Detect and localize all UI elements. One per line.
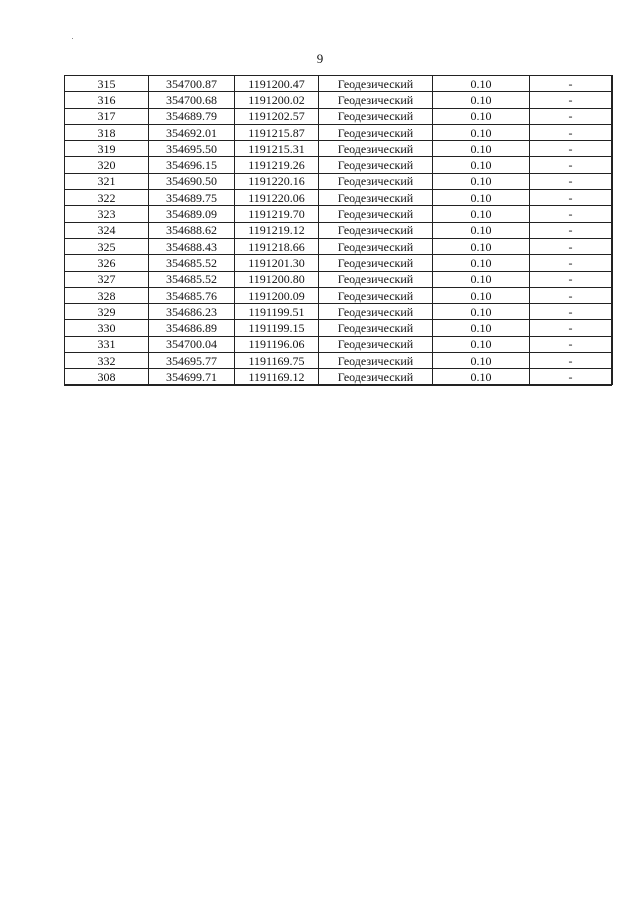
cell-note: - (530, 336, 612, 352)
table-row (65, 190, 612, 206)
cell-y-coordinate: 1191169.12 (235, 369, 319, 385)
cell-note: - (530, 92, 612, 108)
cell-method: Геодезический (319, 320, 433, 336)
cell-y-coordinate: 1191169.75 (235, 353, 319, 369)
cell-note: - (530, 222, 612, 238)
table-row (65, 369, 612, 385)
cell-point-number: 324 (65, 222, 149, 238)
table-row (65, 287, 612, 303)
cell-x-coordinate: 354700.68 (149, 92, 235, 108)
cell-point-number: 325 (65, 238, 149, 254)
cell-note: - (530, 190, 612, 206)
cell-y-coordinate: 1191200.02 (235, 92, 319, 108)
cell-point-number: 308 (65, 369, 149, 385)
cell-note: - (530, 173, 612, 189)
cell-method: Геодезический (319, 92, 433, 108)
cell-x-coordinate: 354699.71 (149, 369, 235, 385)
cell-x-coordinate: 354689.79 (149, 108, 235, 124)
table-row (65, 304, 612, 320)
table-row (65, 206, 612, 222)
cell-method: Геодезический (319, 206, 433, 222)
cell-method: Геодезический (319, 287, 433, 303)
cell-method: Геодезический (319, 157, 433, 173)
table-row (65, 157, 612, 173)
cell-method: Геодезический (319, 238, 433, 254)
cell-y-coordinate: 1191215.31 (235, 141, 319, 157)
cell-method: Геодезический (319, 141, 433, 157)
cell-point-number: 332 (65, 353, 149, 369)
cell-point-number: 320 (65, 157, 149, 173)
cell-point-number: 318 (65, 124, 149, 140)
cell-method: Геодезический (319, 173, 433, 189)
cell-method: Геодезический (319, 369, 433, 385)
cell-y-coordinate: 1191200.09 (235, 287, 319, 303)
cell-x-coordinate: 354685.52 (149, 255, 235, 271)
cell-note: - (530, 369, 612, 385)
cell-point-number: 323 (65, 206, 149, 222)
table-row (65, 336, 612, 352)
cell-accuracy: 0.10 (433, 141, 530, 157)
table-row (65, 124, 612, 140)
cell-y-coordinate: 1191200.80 (235, 271, 319, 287)
cell-note: - (530, 287, 612, 303)
cell-method: Геодезический (319, 222, 433, 238)
cell-x-coordinate: 354685.52 (149, 271, 235, 287)
cell-point-number: 321 (65, 173, 149, 189)
cell-accuracy: 0.10 (433, 271, 530, 287)
scan-speck (72, 38, 73, 39)
table-row (65, 255, 612, 271)
table-row (65, 320, 612, 336)
cell-point-number: 327 (65, 271, 149, 287)
cell-note: - (530, 141, 612, 157)
cell-accuracy: 0.10 (433, 353, 530, 369)
page-number: 9 (316, 51, 324, 66)
cell-x-coordinate: 354689.75 (149, 190, 235, 206)
cell-y-coordinate: 1191201.30 (235, 255, 319, 271)
coordinates-table (64, 75, 612, 386)
cell-x-coordinate: 354695.50 (149, 141, 235, 157)
cell-x-coordinate: 354696.15 (149, 157, 235, 173)
table-row (65, 353, 612, 369)
cell-y-coordinate: 1191220.06 (235, 190, 319, 206)
cell-accuracy: 0.10 (433, 320, 530, 336)
table-outer-border-bottom (64, 384, 613, 385)
cell-point-number: 329 (65, 304, 149, 320)
cell-point-number: 319 (65, 141, 149, 157)
cell-method: Геодезический (319, 76, 433, 92)
cell-method: Геодезический (319, 124, 433, 140)
cell-x-coordinate: 354686.89 (149, 320, 235, 336)
table-row (65, 238, 612, 254)
cell-accuracy: 0.10 (433, 238, 530, 254)
table-row (65, 173, 612, 189)
cell-x-coordinate: 354700.87 (149, 76, 235, 92)
cell-method: Геодезический (319, 255, 433, 271)
cell-note: - (530, 206, 612, 222)
cell-point-number: 316 (65, 92, 149, 108)
cell-y-coordinate: 1191199.51 (235, 304, 319, 320)
cell-point-number: 315 (65, 76, 149, 92)
cell-y-coordinate: 1191199.15 (235, 320, 319, 336)
cell-point-number: 317 (65, 108, 149, 124)
cell-accuracy: 0.10 (433, 157, 530, 173)
cell-y-coordinate: 1191196.06 (235, 336, 319, 352)
cell-note: - (530, 304, 612, 320)
cell-point-number: 326 (65, 255, 149, 271)
cell-note: - (530, 76, 612, 92)
cell-note: - (530, 320, 612, 336)
cell-accuracy: 0.10 (433, 255, 530, 271)
cell-y-coordinate: 1191218.66 (235, 238, 319, 254)
cell-accuracy: 0.10 (433, 304, 530, 320)
cell-accuracy: 0.10 (433, 336, 530, 352)
table-outer-border-right (611, 75, 613, 385)
cell-point-number: 331 (65, 336, 149, 352)
cell-x-coordinate: 354700.04 (149, 336, 235, 352)
cell-x-coordinate: 354689.09 (149, 206, 235, 222)
cell-method: Геодезический (319, 336, 433, 352)
cell-point-number: 330 (65, 320, 149, 336)
cell-accuracy: 0.10 (433, 124, 530, 140)
cell-point-number: 322 (65, 190, 149, 206)
table-row (65, 76, 612, 92)
cell-y-coordinate: 1191219.12 (235, 222, 319, 238)
cell-y-coordinate: 1191200.47 (235, 76, 319, 92)
cell-note: - (530, 157, 612, 173)
cell-x-coordinate: 354690.50 (149, 173, 235, 189)
cell-x-coordinate: 354688.62 (149, 222, 235, 238)
table-row (65, 92, 612, 108)
cell-accuracy: 0.10 (433, 92, 530, 108)
table-row (65, 108, 612, 124)
cell-accuracy: 0.10 (433, 369, 530, 385)
cell-note: - (530, 255, 612, 271)
table-row (65, 141, 612, 157)
table-row (65, 222, 612, 238)
cell-x-coordinate: 354692.01 (149, 124, 235, 140)
cell-accuracy: 0.10 (433, 222, 530, 238)
cell-x-coordinate: 354686.23 (149, 304, 235, 320)
cell-y-coordinate: 1191220.16 (235, 173, 319, 189)
cell-accuracy: 0.10 (433, 173, 530, 189)
cell-x-coordinate: 354695.77 (149, 353, 235, 369)
cell-point-number: 328 (65, 287, 149, 303)
cell-y-coordinate: 1191215.87 (235, 124, 319, 140)
cell-note: - (530, 271, 612, 287)
coordinates-table-body (65, 76, 612, 386)
cell-method: Геодезический (319, 190, 433, 206)
cell-note: - (530, 238, 612, 254)
cell-method: Геодезический (319, 353, 433, 369)
cell-y-coordinate: 1191202.57 (235, 108, 319, 124)
cell-accuracy: 0.10 (433, 287, 530, 303)
cell-note: - (530, 353, 612, 369)
cell-method: Геодезический (319, 304, 433, 320)
cell-accuracy: 0.10 (433, 190, 530, 206)
cell-accuracy: 0.10 (433, 206, 530, 222)
cell-y-coordinate: 1191219.70 (235, 206, 319, 222)
cell-method: Геодезический (319, 108, 433, 124)
cell-note: - (530, 108, 612, 124)
cell-accuracy: 0.10 (433, 76, 530, 92)
cell-note: - (530, 124, 612, 140)
cell-accuracy: 0.10 (433, 108, 530, 124)
table-row (65, 271, 612, 287)
cell-x-coordinate: 354688.43 (149, 238, 235, 254)
cell-x-coordinate: 354685.76 (149, 287, 235, 303)
cell-y-coordinate: 1191219.26 (235, 157, 319, 173)
cell-method: Геодезический (319, 271, 433, 287)
